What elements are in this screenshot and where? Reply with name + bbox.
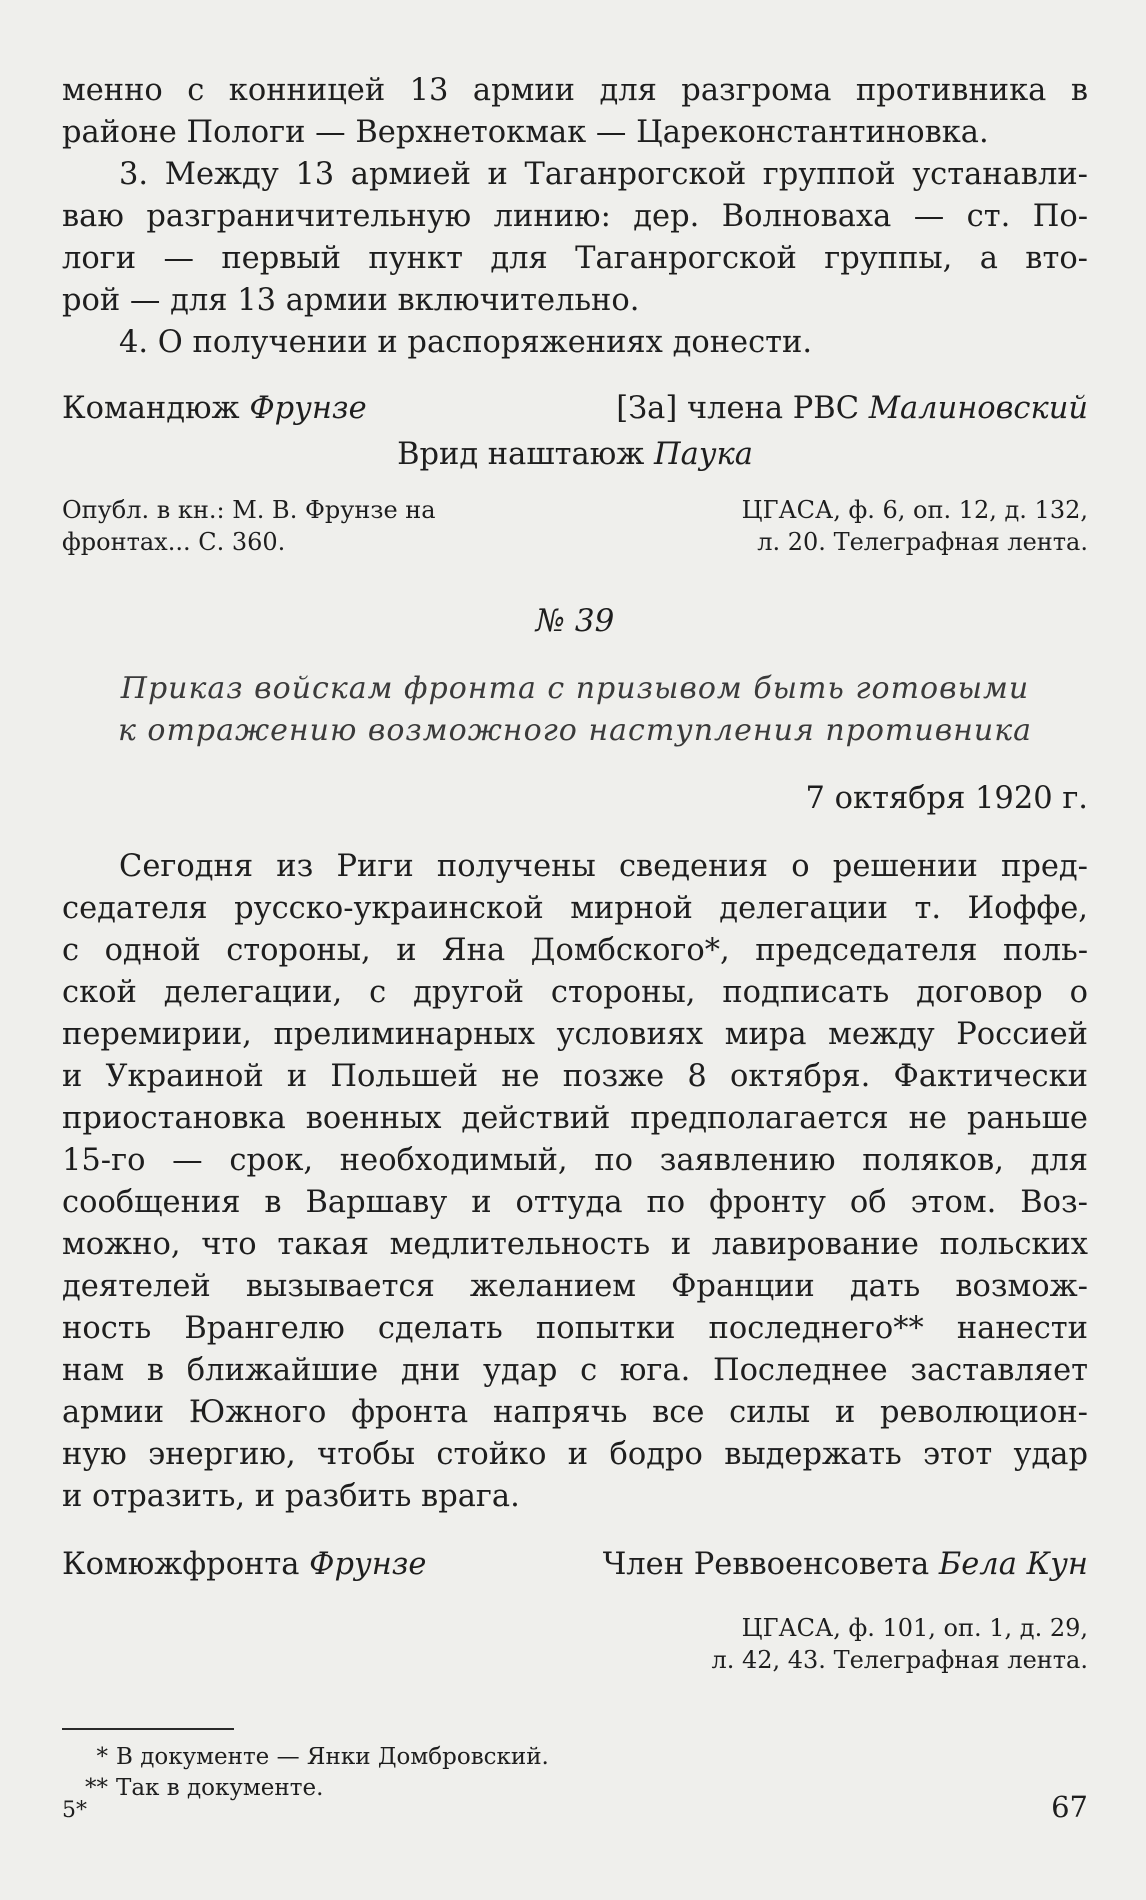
signature-name: Фрунзе — [249, 391, 367, 426]
title-line: к отражению возможного наступления противника — [117, 713, 1033, 748]
text-line: районе Пологи — Верхнетокмак — Цареконстантиновка. — [62, 115, 989, 150]
source-line: фронтах... С. 360. — [62, 528, 286, 556]
text-line: деятелей вызывается желанием Франции дать возмож- — [62, 1269, 1088, 1304]
title-line: Приказ войскам фронта с призывом быть готовыми — [120, 671, 1030, 706]
text-line: седателя русско-украинской мирной делегации т. Иоффе, — [62, 891, 1088, 926]
archive-reference-2 — [62, 1612, 1088, 1676]
text-line: сообщения в Варшаву и оттуда по фронту об этом. Воз- — [62, 1185, 1088, 1220]
signature-title: Командюж — [62, 391, 240, 426]
footnote-text: В документе — Янки Домбровский. — [116, 1744, 549, 1770]
text-line: армии Южного фронта напрячь все силы и революцион- — [62, 1395, 1088, 1430]
signature-row-1 — [62, 388, 1088, 430]
signature-title: Член Реввоенсовета — [602, 1547, 930, 1582]
text-line: приостановка военных действий предполагается не раньше — [62, 1101, 1088, 1136]
signature-left — [62, 388, 367, 430]
text-line: и Украиной и Польшей не позже 8 октября. Фактически — [62, 1059, 1088, 1094]
item-3-paragraph — [62, 154, 1088, 322]
document-date: 7 октября 1920 г. — [805, 781, 1088, 816]
text-line: 15-го — срок, необходимый, по заявлению поляков, для — [62, 1143, 1088, 1178]
signature-center — [62, 434, 1088, 476]
signature-mark: 5* — [62, 1798, 87, 1823]
text-line: ную энергию, чтобы стойко и бодро выдержать этот удар — [62, 1437, 1088, 1472]
signature-right — [603, 1544, 1088, 1586]
footnote-text: Так в документе. — [116, 1775, 324, 1801]
body-paragraph — [62, 846, 1088, 1518]
continuation-paragraph — [62, 70, 1088, 154]
signature-name: Бела Кун — [938, 1547, 1088, 1582]
text-line: и отразить, и разбить врага. — [62, 1479, 520, 1514]
source-line: ЦГАСА, ф. 6, оп. 12, д. 132, — [741, 496, 1088, 524]
source-line: л. 42, 43. Телеграфная лента. — [711, 1646, 1088, 1674]
item-4-paragraph — [62, 322, 1088, 364]
signature-name: Паука — [654, 437, 753, 472]
footnote-rule — [62, 1728, 234, 1730]
text-line: 4. О получении и распоряжениях донести. — [119, 325, 813, 360]
text-line: ность Врангелю сделать попытки последнего** нанести — [62, 1311, 1088, 1346]
document-title — [62, 668, 1088, 752]
footnote-mark: ** — [85, 1775, 108, 1801]
source-block-1 — [62, 494, 1088, 558]
publication-note — [62, 494, 436, 558]
text-line: с одной стороны, и Яна Домбского*, председателя поль- — [62, 933, 1088, 968]
page — [62, 70, 1088, 1804]
page-footer — [62, 1790, 1088, 1824]
source-line: л. 20. Телеграфная лента. — [757, 528, 1088, 556]
footnote — [62, 1742, 1088, 1773]
text-line: 3. Между 13 армией и Таганрогской группой устанавли- — [119, 157, 1088, 192]
signature-right — [616, 388, 1088, 430]
document-number: № 39 — [535, 603, 615, 639]
signature-row-2 — [62, 1544, 1088, 1586]
signature-title: [За] члена РВС — [616, 391, 860, 426]
text-line: перемирии, прелиминарных условиях мира между Россией — [62, 1017, 1088, 1052]
text-line: можно, что такая медлительность и лавирование польских — [62, 1227, 1088, 1262]
text-line: нам в ближайшие дни удар с юга. Последнее заставляет — [62, 1353, 1088, 1388]
text-line: Сегодня из Риги получены сведения о решении пред- — [119, 849, 1088, 884]
source-line: Опубл. в кн.: М. В. Фрунзе на — [62, 496, 436, 524]
signature-title: Врид наштаюж — [397, 437, 645, 472]
text-line: ской делегации, с другой стороны, подписать договор о — [62, 975, 1088, 1010]
text-line: ваю разграничительную линию: дер. Волноваха — ст. По- — [62, 199, 1088, 234]
text-line: рой — для 13 армии включительно. — [62, 283, 640, 318]
text-line: логи — первый пункт для Таганрогской группы, а вто- — [62, 241, 1088, 276]
signature-left — [62, 1544, 426, 1586]
signature-title: Комюжфронта — [62, 1547, 300, 1582]
footnote-mark: * — [96, 1744, 108, 1770]
text-line: менно с конницей 13 армии для разгрома противника в — [62, 73, 1088, 108]
signature-name: Малиновский — [868, 391, 1088, 426]
signature-name: Фрунзе — [309, 1547, 427, 1582]
source-line: ЦГАСА, ф. 101, оп. 1, д. 29, — [741, 1614, 1088, 1642]
archive-reference — [742, 494, 1088, 558]
page-number: 67 — [1051, 1790, 1088, 1824]
